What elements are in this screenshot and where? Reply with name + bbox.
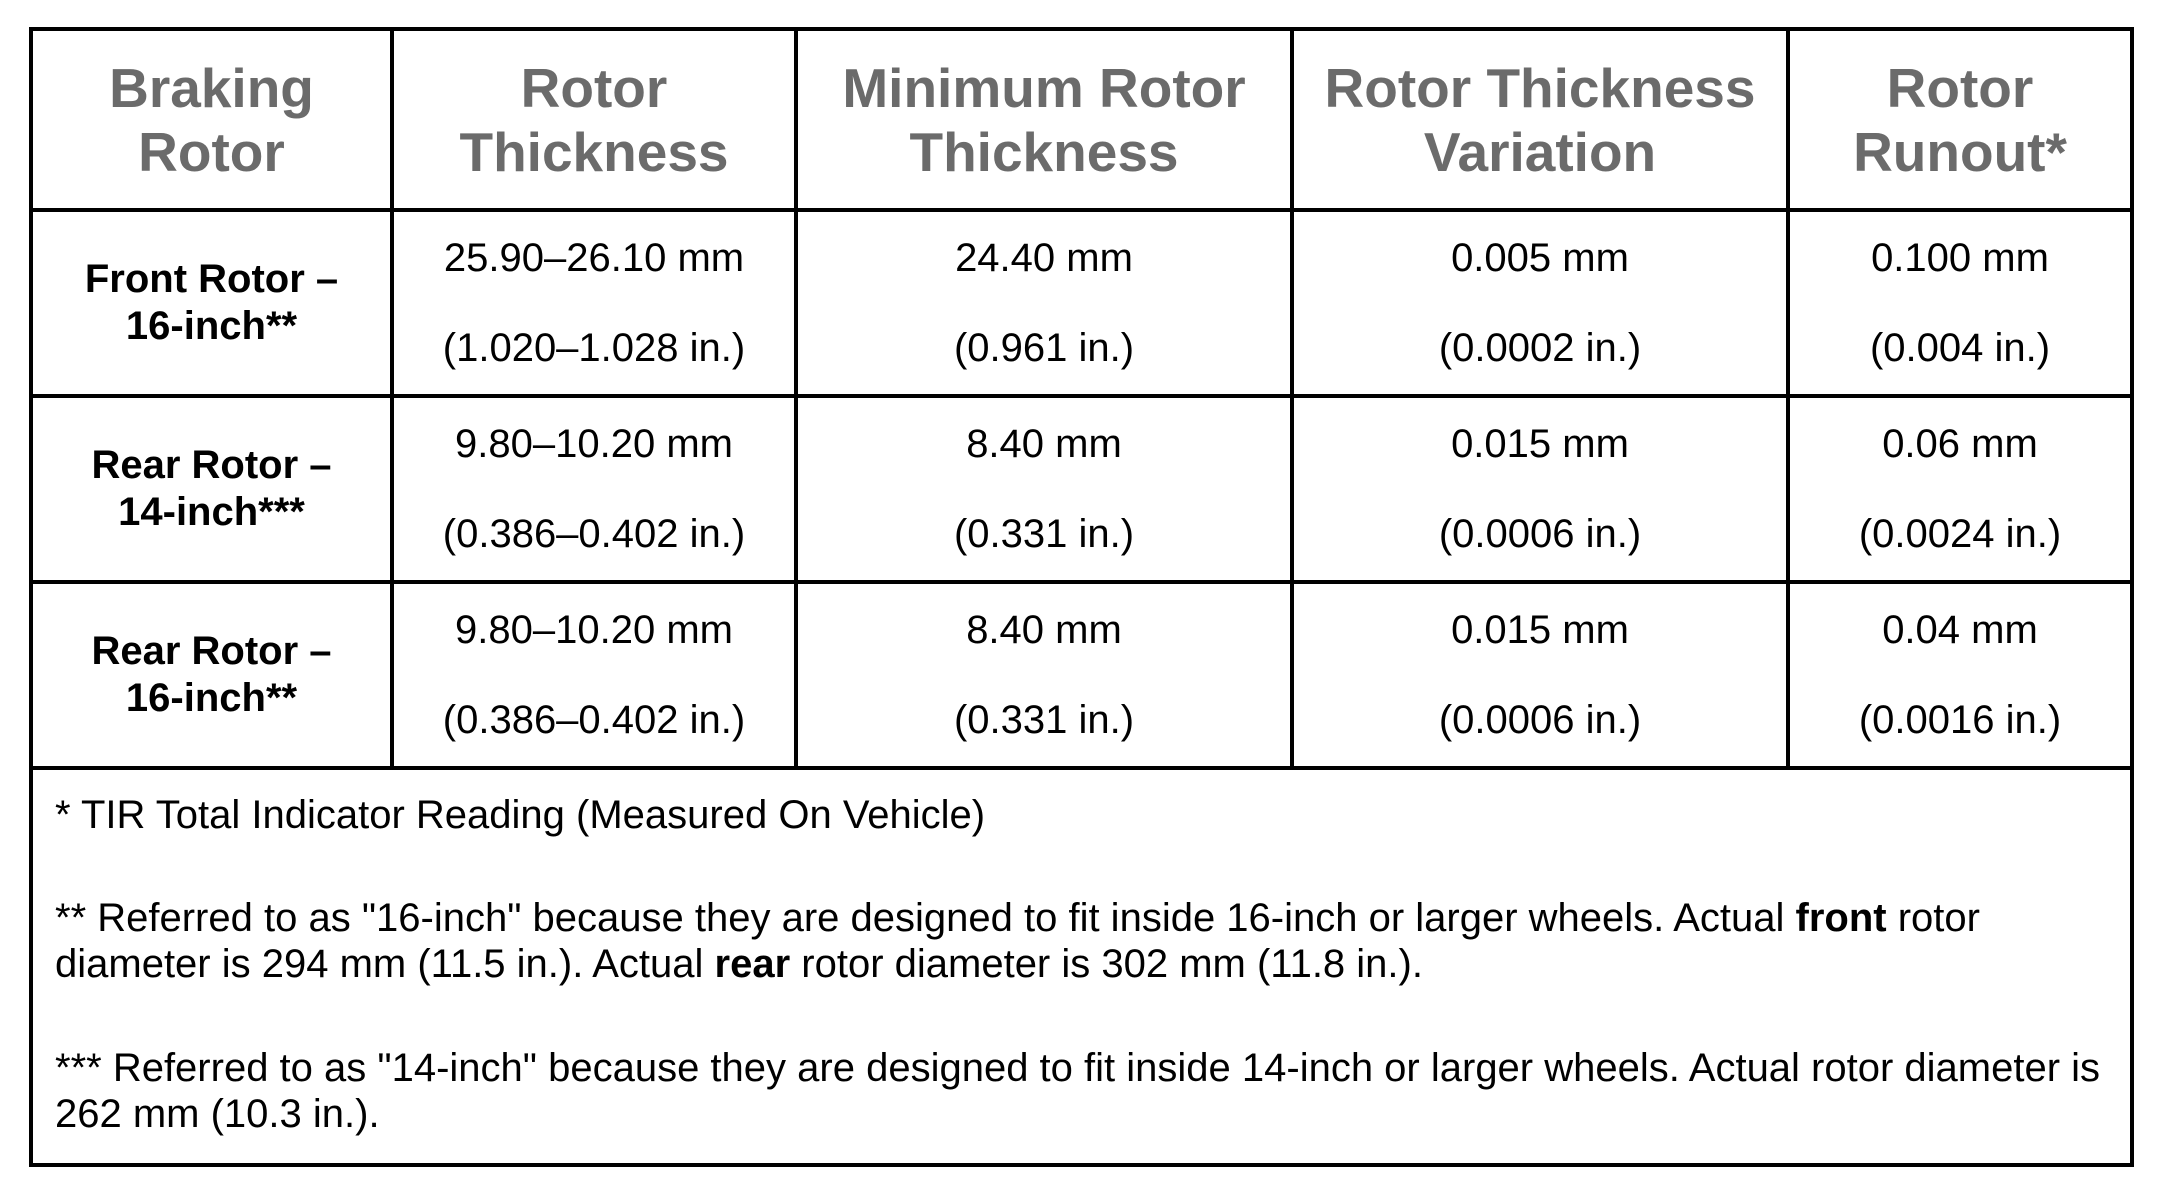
thickness-variation-cell: 0.015 mm (0.0006 in.) — [1292, 396, 1788, 582]
runout-cell: 0.06 mm (0.0024 in.) — [1788, 396, 2132, 582]
header-braking-rotor: Braking Rotor — [31, 29, 392, 210]
min-thickness-cell: 8.40 mm (0.331 in.) — [796, 582, 1292, 768]
header-row — [31, 29, 2132, 210]
table-row-front-16 — [31, 210, 2132, 396]
row-label: Front Rotor – 16-inch** — [31, 210, 392, 396]
notes-row — [31, 768, 2132, 1165]
table-row-rear-16 — [31, 582, 2132, 768]
rotor-thickness-cell: 9.80–10.20 mm (0.386–0.402 in.) — [392, 582, 796, 768]
footnotes — [31, 768, 2132, 1165]
header-minimum-rotor-thickness: Minimum Rotor Thickness — [796, 29, 1292, 210]
header-rotor-thickness-variation: Rotor Thickness Variation — [1292, 29, 1788, 210]
row-label: Rear Rotor – 16-inch** — [31, 582, 392, 768]
rotor-thickness-cell: 25.90–26.10 mm (1.020–1.028 in.) — [392, 210, 796, 396]
header-rotor-thickness: Rotor Thickness — [392, 29, 796, 210]
thickness-variation-cell: 0.015 mm (0.0006 in.) — [1292, 582, 1788, 768]
min-thickness-cell: 24.40 mm (0.961 in.) — [796, 210, 1292, 396]
header-rotor-runout: Rotor Runout* — [1788, 29, 2132, 210]
footnote-14-inch: *** Referred to as "14-inch" because they are designed to fit inside 14-inch or larger wheels. Actual rotor diameter is 262 mm (10.3 in.). — [55, 1046, 2101, 1136]
runout-cell: 0.100 mm (0.004 in.) — [1788, 210, 2132, 396]
runout-cell: 0.04 mm (0.0016 in.) — [1788, 582, 2132, 768]
footnote-16-inch: ** Referred to as "16-inch" because they are designed to fit inside 16-inch or larger wheels. Actual front rotor diameter is 294 mm (11.5 in.). Actual rear rotor diameter is 302 mm (11.8 in.). — [55, 896, 1980, 986]
table-row-rear-14 — [31, 396, 2132, 582]
rotor-thickness-cell: 9.80–10.20 mm (0.386–0.402 in.) — [392, 396, 796, 582]
thickness-variation-cell: 0.005 mm (0.0002 in.) — [1292, 210, 1788, 396]
row-label: Rear Rotor – 14-inch*** — [31, 396, 392, 582]
min-thickness-cell: 8.40 mm (0.331 in.) — [796, 396, 1292, 582]
rotor-spec-table — [29, 27, 2134, 1167]
footnote-tir: * TIR Total Indicator Reading (Measured On Vehicle) — [55, 793, 986, 837]
